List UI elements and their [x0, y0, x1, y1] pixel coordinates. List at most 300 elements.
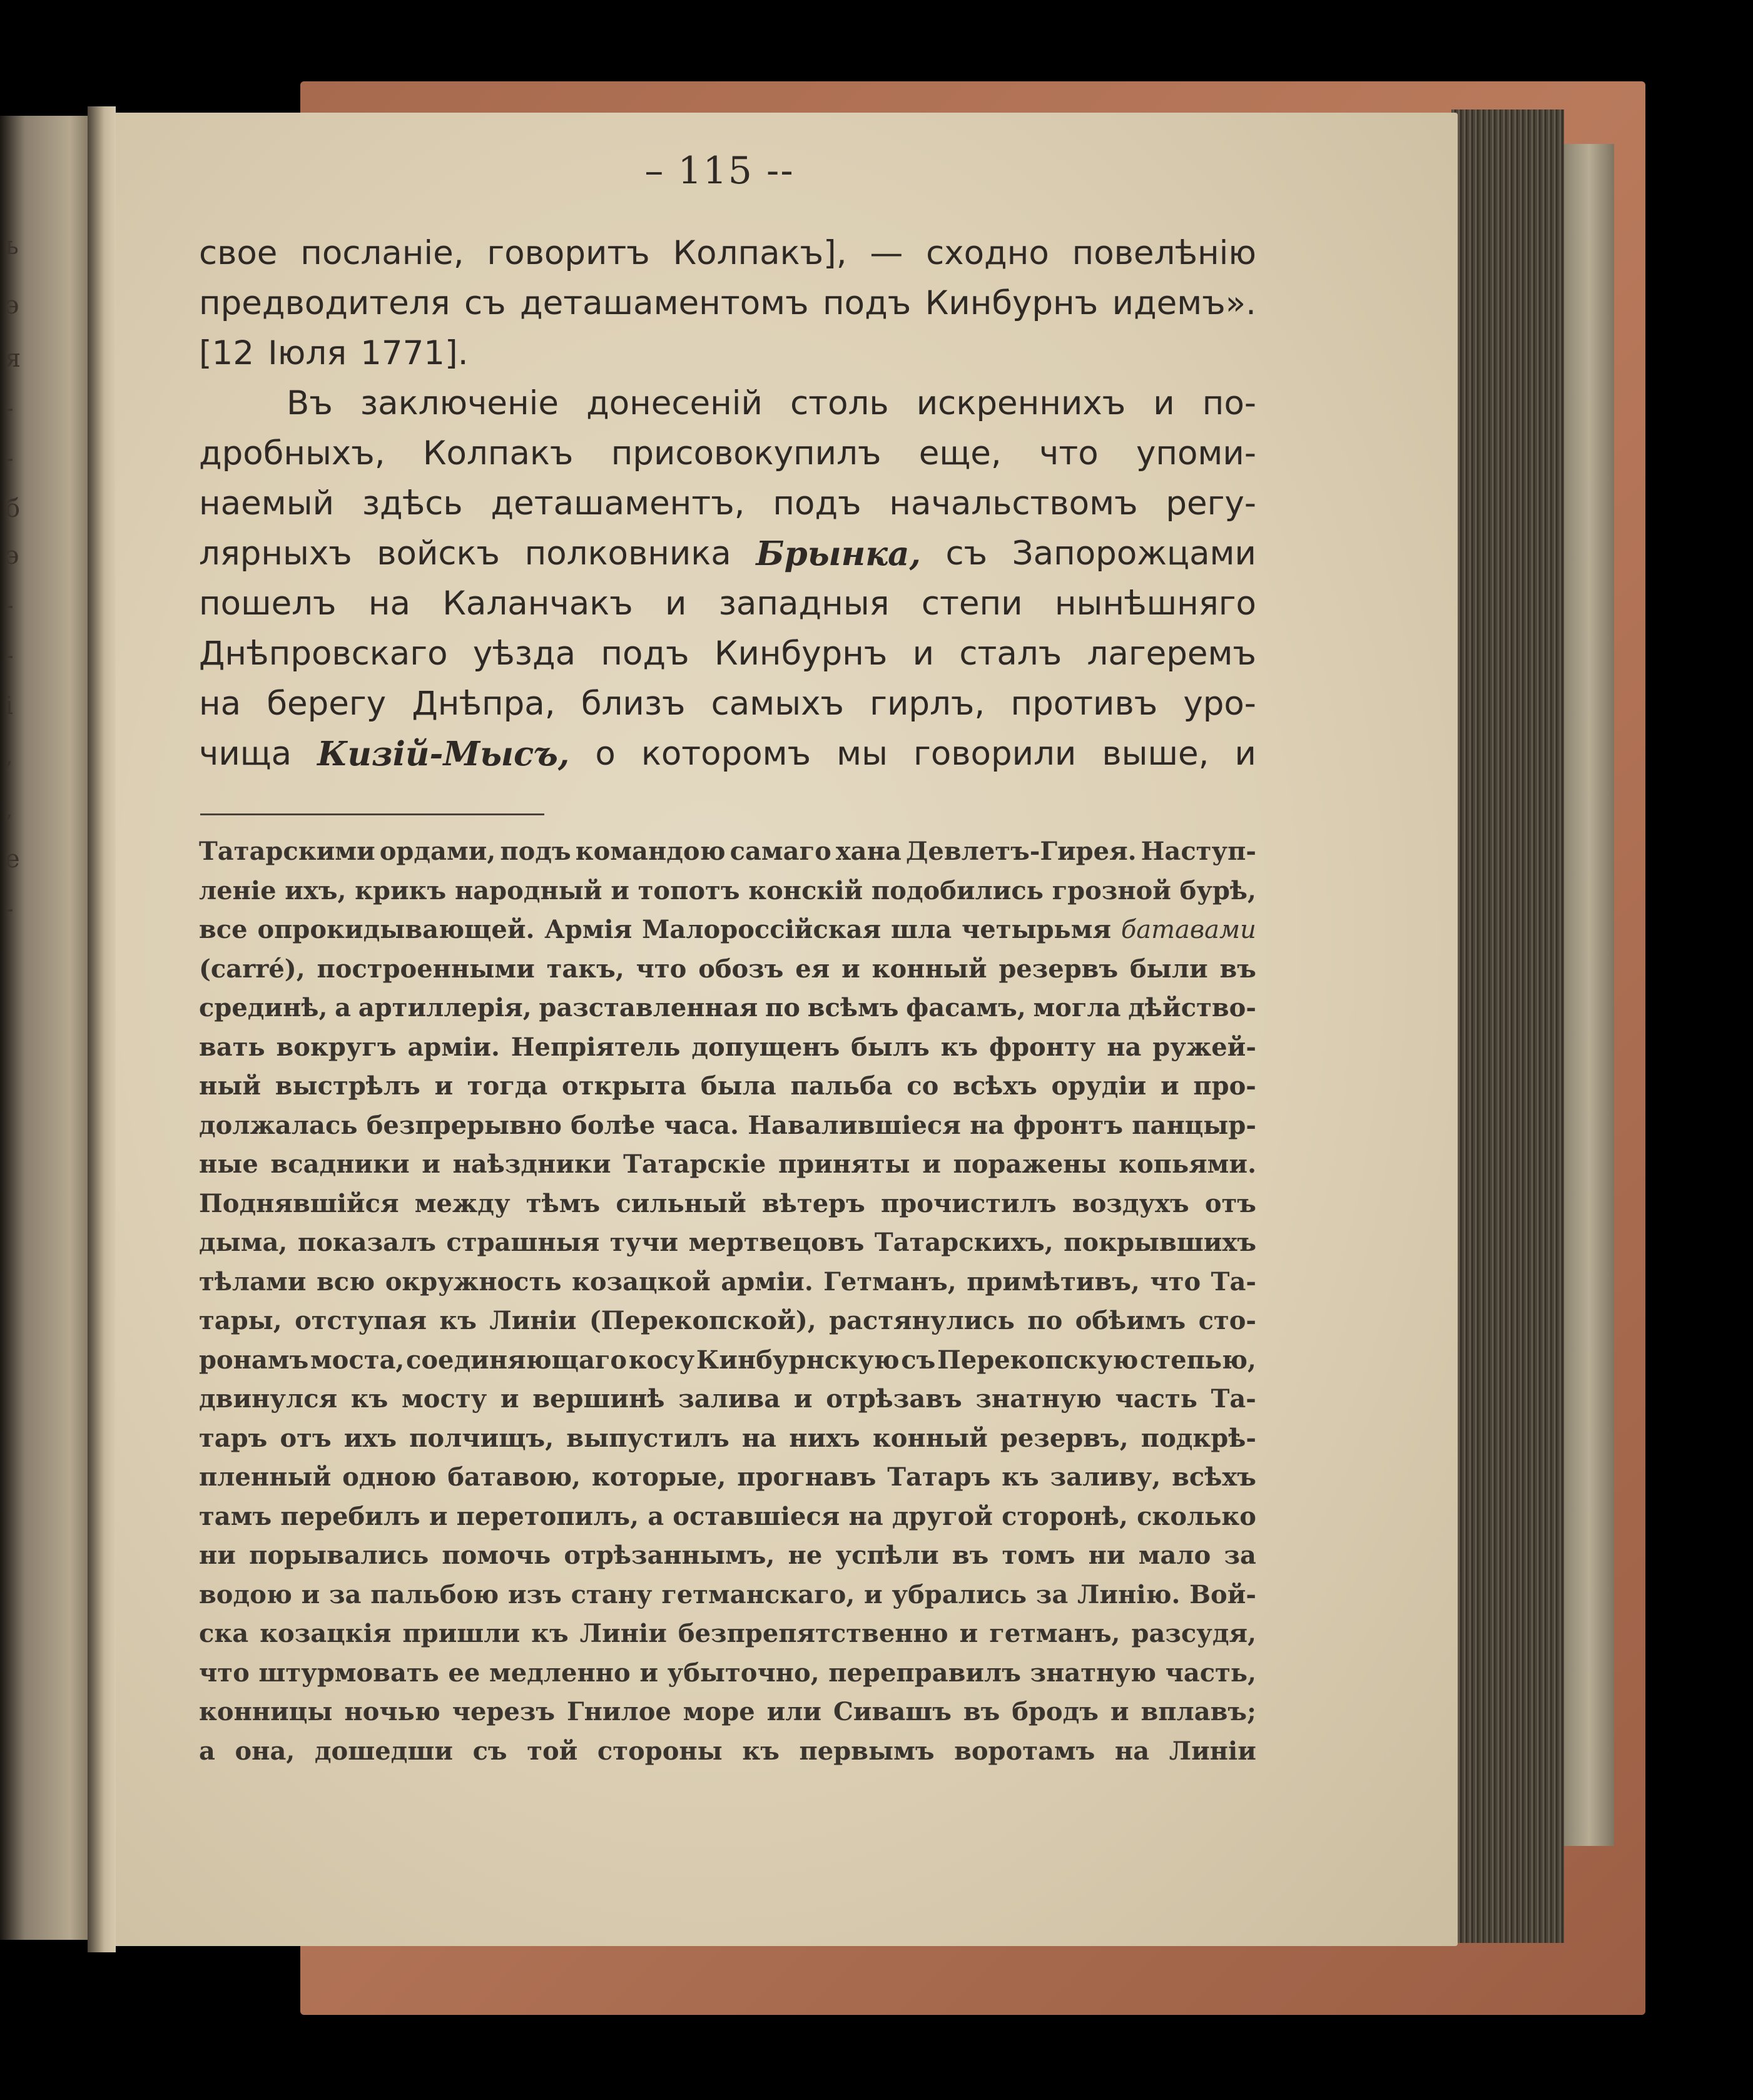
- footnote-word: къ: [940, 1032, 978, 1062]
- main-text-word: начальствомъ: [889, 484, 1138, 522]
- footnote-word: на: [1114, 1736, 1150, 1766]
- main-text-word: посланіе,: [300, 234, 464, 272]
- footnote-word: ружей-: [1152, 1032, 1256, 1062]
- main-text-word: уро-: [1183, 685, 1256, 723]
- main-text-word: подъ: [823, 284, 912, 322]
- footnote-word: пленный: [199, 1462, 332, 1492]
- main-text-word: свое: [199, 234, 278, 272]
- main-text-word: идемъ».: [1112, 284, 1256, 322]
- footnote-word: пальба: [790, 1071, 893, 1101]
- main-text-word: степи: [921, 584, 1023, 623]
- footnote-word: моста,: [310, 1345, 405, 1375]
- footnote-word: часть: [1115, 1384, 1197, 1414]
- footnote-word: другой: [892, 1501, 993, 1531]
- footnote-line: [199, 1458, 1256, 1497]
- main-text-word: и: [1153, 384, 1175, 422]
- footnote-word: всю: [316, 1267, 375, 1297]
- footnote-word: дошедши: [314, 1736, 453, 1766]
- footnote-word: козацкой: [572, 1267, 711, 1297]
- left-page-edge-char: -: [5, 641, 14, 670]
- main-text-line: [199, 278, 1256, 329]
- footnote-line: [199, 1380, 1256, 1419]
- footnote-word: и: [1161, 1071, 1179, 1101]
- main-text-word: выше,: [1102, 735, 1209, 773]
- footnote-word: конницы: [199, 1697, 333, 1726]
- footnote-word: ихъ: [343, 1423, 397, 1453]
- footnote-word: были: [1129, 954, 1208, 984]
- footnote-word: тѣлами: [199, 1267, 307, 1297]
- footnote-word: орудіи: [1051, 1071, 1147, 1101]
- footnote-word: растянулись: [829, 1306, 1015, 1335]
- footnote-word: таръ: [199, 1423, 268, 1453]
- footnote-word: той: [527, 1736, 578, 1766]
- footnote-word: сколько: [1137, 1501, 1256, 1531]
- footnote-word: батавою,: [447, 1462, 581, 1492]
- footnote-word: водою: [199, 1579, 292, 1609]
- footnote-word: Армія: [544, 915, 633, 944]
- main-text-word: Днѣпровскаго: [199, 635, 448, 673]
- footnote-word: Кинбурнскую: [696, 1345, 900, 1375]
- main-text-line: [199, 629, 1256, 679]
- footnote-word: панцыр-: [1132, 1110, 1256, 1140]
- main-text-line: [199, 529, 1256, 579]
- footnote-word: ска: [199, 1619, 249, 1648]
- main-text-word: Днѣпра,: [412, 685, 556, 723]
- footnote-word: которые,: [591, 1462, 726, 1492]
- main-text-word: Колпакъ],: [673, 234, 847, 272]
- footnote-word: Девлетъ-Гирея.: [905, 837, 1137, 866]
- footnote-line: [199, 1185, 1256, 1224]
- footnote-word: мертвецовъ: [688, 1228, 865, 1257]
- footnote-word: на: [970, 1110, 1005, 1140]
- footnote-word: арміи.: [721, 1267, 813, 1297]
- footnote-italic-word: батавами: [1120, 915, 1256, 944]
- left-page-edge-char: е: [5, 845, 20, 874]
- main-text-word: —: [870, 234, 903, 272]
- footnote-word: все: [199, 915, 248, 944]
- footnote-word: поражены: [953, 1149, 1107, 1179]
- footnote-word: за: [1224, 1541, 1256, 1570]
- footnote-word: Линію.: [1077, 1579, 1181, 1609]
- left-page-edge-char: -: [5, 591, 14, 620]
- footnote-word: перетопилъ,: [456, 1501, 639, 1531]
- footnote-word: ронамъ: [199, 1345, 309, 1375]
- footnote-word: подъ: [500, 837, 571, 866]
- footnote-word: а: [335, 993, 352, 1022]
- footnote-word: шла: [891, 915, 952, 944]
- footnote-word: Та-: [1211, 1267, 1256, 1297]
- main-text-word: еще,: [918, 434, 1002, 472]
- footnote-word: Непріятель: [511, 1032, 681, 1062]
- footnote-word: нихъ: [789, 1423, 860, 1453]
- footnote-line: [199, 1497, 1256, 1537]
- footnote-line: [199, 1654, 1256, 1693]
- footnote-word: вершинѣ: [532, 1384, 665, 1414]
- footnote-word: подкрѣ-: [1141, 1423, 1256, 1453]
- left-page-edge-char: э: [5, 541, 19, 570]
- footnote-word: безпрерывно: [366, 1110, 562, 1140]
- footnote-word: ные: [199, 1149, 258, 1179]
- footnote-block: [199, 832, 1256, 1771]
- footnote-word: съ: [901, 1345, 936, 1375]
- footnote-word: море: [683, 1697, 755, 1726]
- footnote-word: ни: [1088, 1541, 1125, 1570]
- footnote-line: [199, 1419, 1256, 1459]
- footnote-word: соединяющаго: [406, 1345, 628, 1375]
- footnote-word: Наступ-: [1141, 837, 1256, 866]
- main-text-word: [12: [199, 334, 255, 372]
- footnote-word: козацкія: [260, 1619, 392, 1648]
- footnote-word: про-: [1193, 1071, 1256, 1101]
- footnote-word: и: [301, 1579, 320, 1609]
- footnote-word: Навалившіеся: [748, 1110, 961, 1140]
- footnote-word: и: [1110, 1697, 1129, 1726]
- footnote-word: штурмовать: [258, 1658, 439, 1688]
- left-page-edge: [0, 116, 100, 1940]
- main-text-word: деташаментъ,: [490, 484, 745, 522]
- footnote-word: всадники: [270, 1149, 410, 1179]
- footnote-word: а: [648, 1501, 664, 1531]
- footnote-word: и: [500, 1384, 519, 1414]
- main-text-word: гирлъ,: [870, 685, 985, 723]
- book-gutter: [88, 106, 116, 1952]
- footnote-word: леніе: [199, 875, 277, 905]
- left-page-edge-char: ,: [5, 795, 13, 823]
- main-text-word: противъ: [1010, 685, 1158, 723]
- main-text-word: берегу: [267, 685, 387, 723]
- footnote-word: бродъ: [1012, 1697, 1099, 1726]
- footnote-word: всѣхъ: [1172, 1462, 1256, 1492]
- main-text-word: западныя: [718, 584, 890, 623]
- main-text-word: на: [368, 584, 410, 623]
- main-text-line: [199, 329, 1256, 379]
- footnote-word: мосту: [402, 1384, 487, 1414]
- main-text-line: [199, 579, 1256, 629]
- left-page-edge-char: ь: [5, 232, 19, 260]
- footnote-word: успѣли: [835, 1541, 939, 1570]
- footnote-word: примѣтивъ,: [967, 1267, 1140, 1297]
- footnote-line: [199, 910, 1256, 950]
- main-text-word: пошелъ: [199, 584, 337, 623]
- footnote-word: дыма,: [199, 1228, 288, 1257]
- main-text-word: на: [199, 685, 241, 723]
- footnote-word: къ: [350, 1384, 389, 1414]
- footnote-word: по: [765, 993, 800, 1022]
- page-number: – 115 --: [644, 149, 795, 193]
- footnote-word: тогда: [467, 1071, 548, 1101]
- footnote-line: [199, 1145, 1256, 1185]
- main-text-word: и: [1234, 735, 1256, 773]
- main-text-word: Кинбурнъ: [714, 635, 888, 673]
- main-text-word: заключеніе: [360, 384, 559, 422]
- main-text-word: лярныхъ: [199, 534, 352, 573]
- footnote-word: болѣе: [571, 1110, 656, 1140]
- main-text-word: Кизій-Мысъ,: [317, 735, 570, 773]
- footnote-word: обѣимъ: [1075, 1306, 1186, 1335]
- footnote-word: помочь: [442, 1541, 551, 1570]
- main-text-word: Кинбурнъ: [925, 284, 1099, 322]
- footnote-word: топотъ: [638, 875, 740, 905]
- main-text-word: здѣсь: [362, 484, 463, 522]
- footnote-word: арміи.: [407, 1032, 500, 1062]
- left-page-edge-char: б: [5, 494, 21, 523]
- footnote-word: тамъ: [199, 1501, 272, 1531]
- footnote-word: двинулся: [199, 1384, 338, 1414]
- footnote-word: за: [1035, 1579, 1069, 1609]
- footnote-word: отступая: [295, 1306, 427, 1335]
- footnote-word: прогнавъ: [737, 1462, 876, 1492]
- footnote-word: должалась: [199, 1110, 358, 1140]
- main-text-word: нынѣшняго: [1054, 584, 1256, 623]
- footnote-word: ни: [199, 1541, 236, 1570]
- footnote-word: Татарскихъ,: [874, 1228, 1054, 1257]
- footnote-word: самаго: [729, 837, 831, 866]
- footnote-word: опрокидывающей.: [257, 915, 535, 944]
- footnote-word: тары,: [199, 1306, 282, 1335]
- main-text-line: [199, 228, 1256, 278]
- footnote-word: (Перекопской),: [589, 1306, 816, 1335]
- footnote-word: подобились: [871, 875, 1044, 905]
- footnote-word: былъ: [851, 1032, 930, 1062]
- footnote-word: копьями.: [1119, 1149, 1256, 1179]
- footnote-word: одною: [342, 1462, 437, 1492]
- footnote-word: порывались: [249, 1541, 429, 1570]
- footnote-word: къ: [439, 1306, 477, 1335]
- footnote-word: стороны: [597, 1736, 723, 1766]
- footnote-word: перебилъ: [280, 1501, 420, 1531]
- main-text-word: о: [595, 735, 616, 773]
- footnote-word: убрались: [892, 1579, 1027, 1609]
- main-text-word: войскъ: [377, 534, 500, 573]
- footnote-word: такъ,: [546, 954, 624, 984]
- footnote-line: [199, 989, 1256, 1028]
- footnote-word: отъ: [1204, 1188, 1256, 1218]
- main-text-word: деташаментомъ: [520, 284, 809, 322]
- main-text-block: [199, 228, 1256, 779]
- footnote-word: и: [864, 1579, 883, 1609]
- footnote-word: на: [741, 1423, 777, 1453]
- footnote-word: не: [788, 1541, 823, 1570]
- footnote-word: гетманскаго,: [661, 1579, 855, 1609]
- footnote-word: ный: [199, 1071, 262, 1101]
- footnote-word: командою: [575, 837, 726, 866]
- footnote-word: Поднявшійся: [199, 1188, 399, 1218]
- page-block-edges-light: [1564, 144, 1614, 1846]
- footnote-line: [199, 1223, 1256, 1263]
- main-text-word: подъ: [601, 635, 689, 673]
- main-text-word: повелѣнію: [1072, 234, 1256, 272]
- footnote-word: что: [199, 1658, 250, 1688]
- main-text-word: Іюля: [268, 334, 347, 372]
- footnote-word: и: [793, 1384, 813, 1414]
- footnote-word: къ: [531, 1619, 569, 1648]
- footnote-word: мало: [1138, 1541, 1211, 1570]
- footnote-word: могла: [1033, 993, 1121, 1022]
- left-page-edge-char: -: [5, 394, 14, 423]
- footnote-word: съ: [472, 1736, 507, 1766]
- footnote-word: въ: [963, 1697, 1000, 1726]
- footnote-word: срединѣ,: [199, 993, 328, 1022]
- left-page-edge-char: -: [5, 895, 14, 924]
- footnote-word: и: [841, 954, 860, 984]
- left-page-edge-char: э: [5, 291, 19, 320]
- footnote-word: воротамъ: [954, 1736, 1095, 1766]
- footnote-word: ночью: [344, 1697, 440, 1726]
- footnote-word: и: [922, 1149, 941, 1179]
- footnote-word: Та-: [1211, 1384, 1256, 1414]
- footnote-word: гетманъ,: [989, 1619, 1120, 1648]
- footnote-word: выпустилъ: [566, 1423, 729, 1453]
- footnote-line: [199, 1536, 1256, 1576]
- main-text-word: которомъ: [641, 735, 811, 773]
- footnote-word: со: [907, 1071, 939, 1101]
- footnote-line: [199, 1067, 1256, 1106]
- footnote-word: сто-: [1198, 1306, 1256, 1335]
- footnote-word: а: [199, 1736, 215, 1766]
- footnote-word: Линіи: [1169, 1736, 1256, 1766]
- footnote-word: залива: [678, 1384, 781, 1414]
- footnote-line: [199, 1341, 1256, 1380]
- footnote-word: Перекопскую: [937, 1345, 1139, 1375]
- main-text-word: мы: [836, 735, 888, 773]
- footnote-word: ордами,: [379, 837, 496, 866]
- main-text-word: съ: [945, 534, 988, 573]
- main-text-word: сходно: [926, 234, 1049, 272]
- footnote-word: или: [766, 1697, 822, 1726]
- main-text-word: и: [912, 635, 935, 673]
- footnote-word: убыточно,: [667, 1658, 820, 1688]
- footnote-word: переправилъ: [828, 1658, 1021, 1688]
- main-text-word: и: [664, 584, 687, 623]
- footnote-word: допущенъ: [691, 1032, 840, 1062]
- footnote-word: всѣмъ: [807, 993, 899, 1022]
- page-block-edges: [1451, 110, 1564, 1943]
- main-text-word: говорили: [913, 735, 1077, 773]
- footnote-word: по: [1027, 1306, 1063, 1335]
- footnote-word: оставшіеся: [673, 1501, 840, 1531]
- footnote-line: [199, 1576, 1256, 1615]
- footnote-word: Линіи: [579, 1619, 667, 1648]
- footnote-word: сторонѣ,: [1002, 1501, 1128, 1531]
- footnote-word: къ: [742, 1736, 780, 1766]
- footnote-word: конный: [871, 954, 987, 984]
- footnote-word: знатную: [1030, 1658, 1156, 1688]
- footnote-line: [199, 1614, 1256, 1654]
- footnote-word: резервъ: [998, 954, 1119, 984]
- footnote-word: ее: [448, 1658, 480, 1688]
- main-text-word: наемый: [199, 484, 335, 522]
- main-text-word: полковника: [524, 534, 731, 573]
- footnote-word: косу: [628, 1345, 695, 1375]
- footnote-word: ея: [795, 954, 830, 984]
- main-text-word: Брынка,: [756, 534, 921, 573]
- footnote-word: Малороссійская: [642, 915, 882, 944]
- footnote-line: [199, 1732, 1256, 1771]
- footnote-word: и: [422, 1149, 440, 1179]
- main-text-line: [199, 379, 1256, 429]
- footnote-word: вокругъ: [276, 1032, 397, 1062]
- main-text-word: чища: [199, 735, 292, 773]
- footnote-word: приняты: [778, 1149, 910, 1179]
- footnote-word: въ: [1219, 954, 1256, 984]
- main-text-word: говоритъ: [487, 234, 650, 272]
- footnote-line: [199, 1263, 1256, 1302]
- footnote-word: она,: [235, 1736, 295, 1766]
- footnote-word: конскій: [748, 875, 863, 905]
- footnote-separator-rule: [200, 813, 544, 815]
- footnote-word: тѣмъ: [526, 1188, 601, 1218]
- main-text-word: что: [1039, 434, 1099, 472]
- footnote-word: фронту: [989, 1032, 1096, 1062]
- footnote-word: и: [959, 1619, 978, 1648]
- footnote-word: Татарскіе: [623, 1149, 766, 1179]
- footnote-word: выстрѣлъ: [275, 1071, 420, 1101]
- footnote-word: и: [639, 1658, 658, 1688]
- footnote-word: крикъ: [355, 875, 447, 905]
- main-text-word: упоми-: [1136, 434, 1256, 472]
- footnote-word: пришли: [402, 1619, 521, 1648]
- footnote-word: (carré),: [199, 954, 305, 984]
- footnote-word: дѣйство-: [1128, 993, 1256, 1022]
- footnote-line: [199, 1302, 1256, 1341]
- main-text-word: близъ: [581, 685, 686, 723]
- footnote-word: Сивашъ: [833, 1697, 952, 1726]
- main-text-line: [199, 479, 1256, 529]
- footnote-line: [199, 1106, 1256, 1146]
- footnote-word: тучи: [609, 1228, 679, 1257]
- footnote-word: покрывшихъ: [1064, 1228, 1256, 1257]
- footnote-word: Татаръ: [887, 1462, 991, 1492]
- main-text-word: столь: [790, 384, 889, 422]
- footnote-word: конный: [872, 1423, 988, 1453]
- footnote-word: сильный: [616, 1188, 746, 1218]
- footnote-word: Татарскими: [199, 837, 375, 866]
- footnote-word: хана: [835, 837, 902, 866]
- main-text-line: [199, 429, 1256, 479]
- footnote-line: [199, 1028, 1256, 1068]
- footnote-word: резервъ,: [1000, 1423, 1129, 1453]
- left-page-edge-char: -: [5, 444, 14, 473]
- footnote-word: томъ: [1002, 1541, 1075, 1570]
- left-page-edge-char: я: [5, 344, 21, 373]
- footnote-word: на: [1107, 1032, 1142, 1062]
- footnote-word: что: [1150, 1267, 1201, 1297]
- main-text-word: донесеній: [586, 384, 763, 422]
- footnote-word: изъ: [507, 1579, 562, 1609]
- footnote-word: построенными: [317, 954, 535, 984]
- footnote-word: открыта: [562, 1071, 687, 1101]
- footnote-word: грозной: [1052, 875, 1171, 905]
- footnote-word: фасамъ,: [906, 993, 1026, 1022]
- footnote-word: бурѣ,: [1179, 875, 1256, 905]
- main-text-word: присовокупилъ: [611, 434, 882, 472]
- footnote-word: воздухъ: [1072, 1188, 1189, 1218]
- main-text-line: [199, 729, 1256, 779]
- left-page-edge-char: ,: [5, 742, 13, 770]
- footnote-word: страшныя: [446, 1228, 600, 1257]
- footnote-word: что: [636, 954, 687, 984]
- main-text-word: по-: [1202, 384, 1256, 422]
- main-text-word: дробныхъ,: [199, 434, 385, 472]
- footnote-word: фронтъ: [1013, 1110, 1123, 1140]
- footnote-word: Линіи: [489, 1306, 577, 1335]
- footnote-word: отрѣзаннымъ,: [564, 1541, 775, 1570]
- footnote-word: вѣтеръ: [762, 1188, 865, 1218]
- footnote-word: заливу,: [1050, 1462, 1161, 1492]
- footnote-word: всѣхъ: [953, 1071, 1037, 1101]
- footnote-word: Вой-: [1189, 1579, 1256, 1609]
- footnote-line: [199, 832, 1256, 872]
